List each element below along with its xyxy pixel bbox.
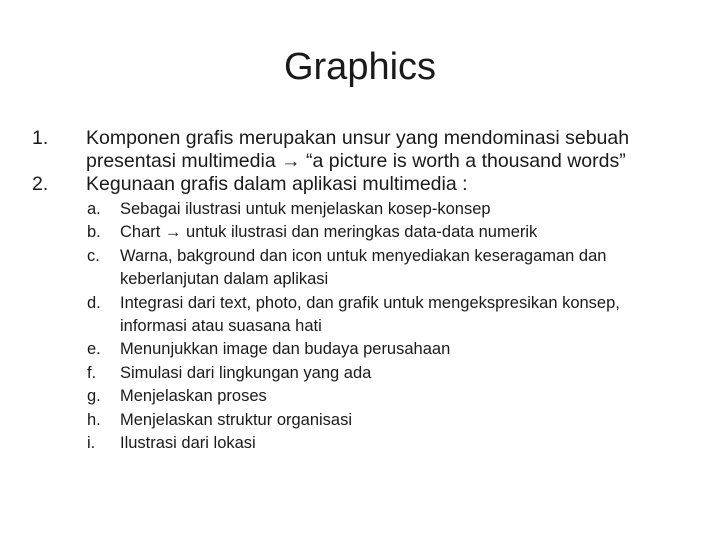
sub-item-letter: h. (87, 410, 101, 429)
sub-list-item (87, 245, 675, 292)
slide-title: Graphics (283, 46, 437, 88)
sub-list-item (87, 409, 675, 432)
main-list (32, 127, 692, 455)
sub-item-letter: g. (87, 387, 101, 406)
sub-item-letter: e. (87, 340, 101, 359)
item-text: Kegunaan grafis dalam aplikasi multimedia : (86, 173, 468, 195)
sub-list-item (87, 432, 675, 455)
sub-list-item (87, 385, 675, 408)
sub-item-text: Menjelaskan struktur organisasi (120, 410, 353, 429)
sub-item-letter: f. (87, 363, 97, 382)
item-number: 2. (32, 173, 49, 195)
sub-item-text: Menunjukkan image dan budaya perusahaan (120, 340, 451, 359)
sub-list-item (87, 338, 675, 361)
sub-item-text: Warna, bakground dan icon untuk menyediakan keseragaman dan keberlanjutan dalam aplikasi (120, 246, 607, 289)
sub-item-letter: d. (87, 293, 101, 312)
sub-item-letter: c. (87, 246, 100, 265)
main-list-item (32, 127, 646, 173)
item-number: 1. (32, 127, 49, 149)
sub-list-item (87, 198, 675, 221)
sub-list (86, 198, 692, 455)
sub-item-text: Menjelaskan proses (120, 387, 267, 406)
sub-list-item (87, 221, 675, 244)
sub-item-letter: b. (87, 223, 101, 242)
item-text: Komponen grafis merupakan unsur yang mendominasi sebuah presentasi multimedia → “a picture is worth a thousand words” (86, 127, 630, 172)
sub-item-text: Sebagai ilustrasi untuk menjelaskan kosep-konsep (120, 200, 491, 218)
sub-item-text: Ilustrasi dari lokasi (120, 434, 256, 453)
sub-item-text: Integrasi dari text, photo, dan grafik untuk mengekspresikan konsep, informasi atau suasana hati (120, 293, 620, 336)
sub-list-item (87, 292, 675, 339)
sub-item-text: Chart → untuk ilustrasi dan meringkas data-data numerik (120, 223, 538, 242)
sub-item-text: Simulasi dari lingkungan yang ada (120, 363, 372, 382)
sub-item-letter: a. (87, 200, 101, 218)
sub-list-item (87, 362, 675, 385)
sub-item-letter: i. (87, 434, 96, 453)
main-list-item (32, 173, 692, 455)
